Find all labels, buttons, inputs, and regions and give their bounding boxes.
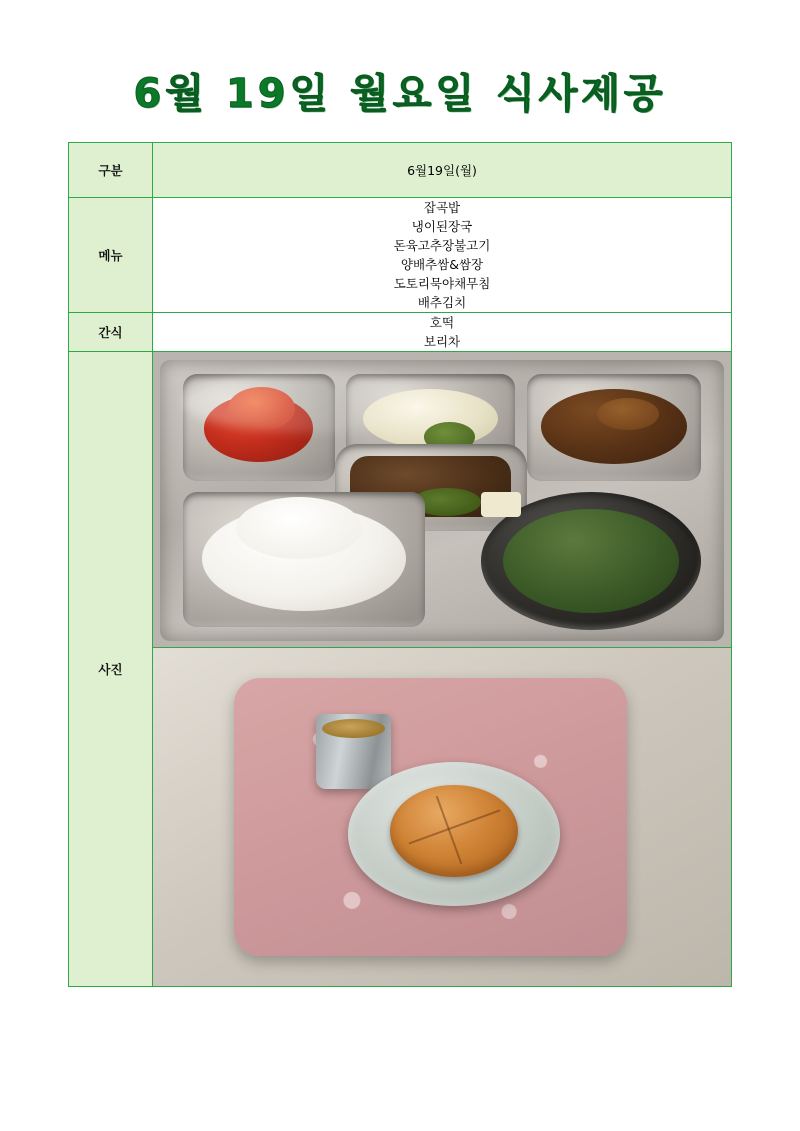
row-label-snack: 간식 bbox=[69, 313, 153, 352]
food-kimchi bbox=[204, 395, 314, 461]
snack-tray-photo bbox=[153, 647, 731, 986]
page-title: 6월 19일 월요일 식사제공 bbox=[133, 71, 667, 117]
menu-item: 도토리묵야채무침 bbox=[393, 276, 491, 291]
menu-item: 배추김치 bbox=[417, 295, 467, 310]
tray-well-rice bbox=[183, 492, 426, 627]
menu-item: 양배추쌈&쌈장 bbox=[400, 257, 484, 272]
lunch-tray-photo bbox=[153, 352, 731, 647]
row-label-category: 구분 bbox=[69, 143, 153, 198]
hotteok-pancake bbox=[390, 785, 517, 877]
meal-tray bbox=[160, 360, 724, 641]
barley-tea-liquid bbox=[322, 719, 385, 738]
snack-plate bbox=[348, 762, 560, 906]
food-soup bbox=[503, 509, 679, 614]
table-row-photo bbox=[69, 352, 732, 987]
menu-item: 잡곡밥 bbox=[423, 200, 461, 215]
food-tofu bbox=[481, 492, 521, 517]
tray-well-bulgogi bbox=[527, 374, 702, 481]
category-date-value: 6월19일(월) bbox=[153, 143, 732, 198]
row-label-menu: 메뉴 bbox=[69, 198, 153, 313]
tray-well-kimchi bbox=[183, 374, 335, 481]
menu-item: 냉이된장국 bbox=[411, 219, 473, 234]
photo-cell bbox=[153, 352, 732, 987]
row-label-photo: 사진 bbox=[69, 352, 153, 987]
table-row-snack bbox=[69, 313, 732, 352]
table-row-menu bbox=[69, 198, 732, 313]
photo-stack bbox=[153, 352, 731, 986]
snack-items bbox=[153, 313, 732, 352]
meal-table bbox=[68, 142, 732, 987]
menu-items bbox=[153, 198, 732, 313]
snack-item: 호떡 bbox=[429, 315, 455, 330]
tray-well-soup bbox=[481, 492, 701, 630]
food-bulgogi-highlight bbox=[597, 398, 660, 430]
pink-tray bbox=[234, 678, 627, 955]
table-row-category bbox=[69, 143, 732, 198]
food-kimchi-highlight bbox=[228, 387, 295, 430]
page-title-area bbox=[0, 62, 800, 119]
barley-tea-cup bbox=[316, 714, 391, 789]
snack-item: 보리차 bbox=[423, 334, 461, 349]
menu-item: 돈육고추장불고기 bbox=[393, 238, 491, 253]
